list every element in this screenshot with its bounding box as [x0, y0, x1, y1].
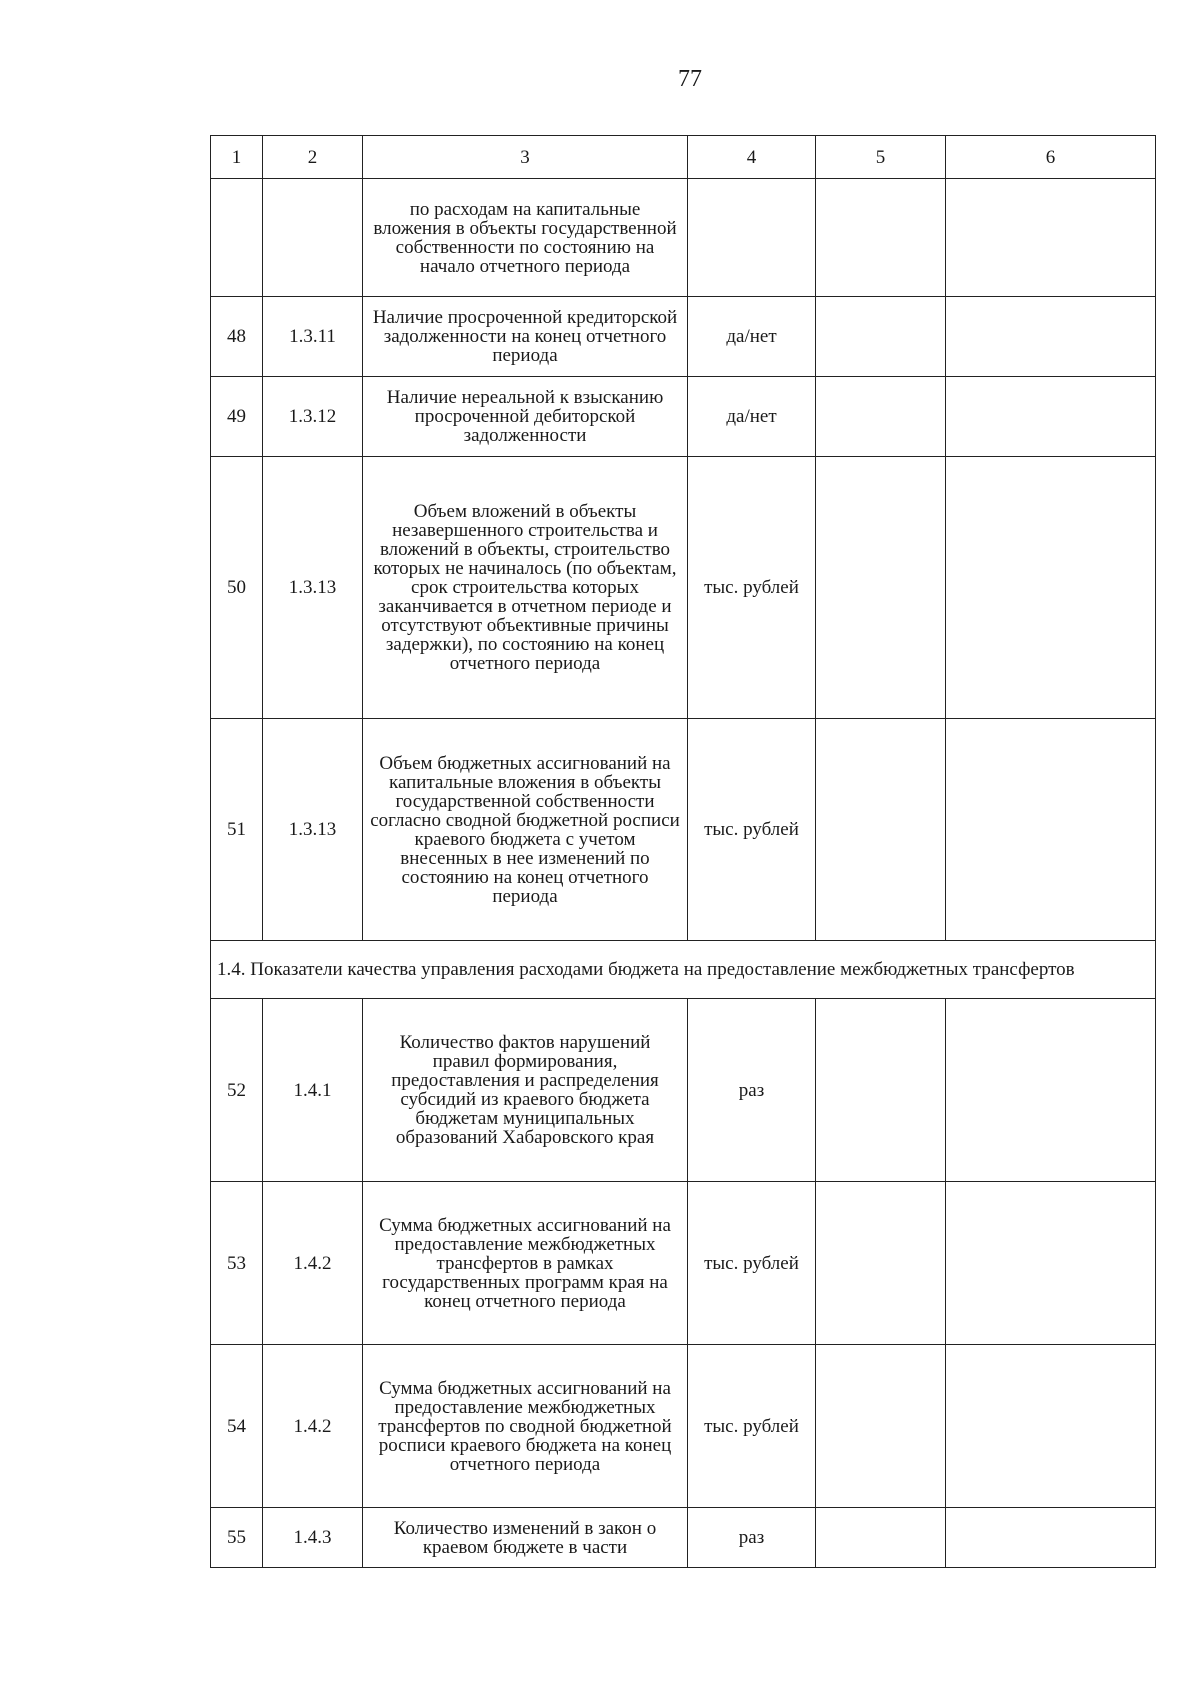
row-value-5	[816, 297, 946, 377]
row-unit: тыс. рублей	[688, 1345, 816, 1508]
row-description: Сумма бюджетных ассигнований на предоставление межбюджетных трансфертов по сводной бюджетной росписи краевого бюджета на конец отчетного периода	[363, 1345, 688, 1508]
page-number: 77	[678, 66, 702, 92]
column-header: 3	[363, 136, 688, 179]
row-code: 1.4.2	[263, 1345, 363, 1508]
column-header: 6	[946, 136, 1156, 179]
row-value-5	[816, 179, 946, 297]
row-number: 52	[211, 999, 263, 1182]
row-description: Наличие нереальной к взысканию просроченной дебиторской задолженности	[363, 377, 688, 457]
row-number	[211, 179, 263, 297]
row-value-6	[946, 999, 1156, 1182]
row-description: по расходам на капитальные вложения в объекты государственной собственности по состоянию на начало отчетного периода	[363, 179, 688, 297]
row-value-5	[816, 457, 946, 719]
row-code: 1.3.13	[263, 457, 363, 719]
column-header: 2	[263, 136, 363, 179]
row-value-6	[946, 1182, 1156, 1345]
row-number: 48	[211, 297, 263, 377]
row-unit: да/нет	[688, 297, 816, 377]
column-header: 4	[688, 136, 816, 179]
row-value-6	[946, 179, 1156, 297]
table-row	[211, 377, 1156, 457]
row-value-5	[816, 999, 946, 1182]
row-description: Сумма бюджетных ассигнований на предоставление межбюджетных трансфертов в рамках государственных программ края на конец отчетного периода	[363, 1182, 688, 1345]
row-number: 54	[211, 1345, 263, 1508]
row-unit: раз	[688, 1508, 816, 1568]
row-description: Количество изменений в закон о краевом бюджете в части	[363, 1508, 688, 1568]
row-value-6	[946, 1345, 1156, 1508]
row-value-5	[816, 719, 946, 941]
row-value-6	[946, 297, 1156, 377]
table-row	[211, 1182, 1156, 1345]
table-row	[211, 297, 1156, 377]
column-header: 5	[816, 136, 946, 179]
row-unit: да/нет	[688, 377, 816, 457]
row-unit	[688, 179, 816, 297]
row-value-6	[946, 719, 1156, 941]
table-row	[211, 719, 1156, 941]
row-code: 1.4.3	[263, 1508, 363, 1568]
row-number: 50	[211, 457, 263, 719]
row-value-6	[946, 457, 1156, 719]
row-code: 1.4.1	[263, 999, 363, 1182]
row-number: 55	[211, 1508, 263, 1568]
table-row	[211, 179, 1156, 297]
row-unit: раз	[688, 999, 816, 1182]
row-code	[263, 179, 363, 297]
row-value-5	[816, 1182, 946, 1345]
row-description: Наличие просроченной кредиторской задолженности на конец отчетного периода	[363, 297, 688, 377]
column-header: 1	[211, 136, 263, 179]
row-description: Объем бюджетных ассигнований на капитальные вложения в объекты государственной собственности согласно сводной бюджетной росписи краевого бюджета с учетом внесенных в нее изменений по состоянию на конец отчетного периода	[363, 719, 688, 941]
row-description: Количество фактов нарушений правил формирования, предоставления и распределения субсидий из краевого бюджета бюджетам муниципальных образований Хабаровского края	[363, 999, 688, 1182]
row-number: 49	[211, 377, 263, 457]
row-value-6	[946, 377, 1156, 457]
section-title: 1.4. Показатели качества управления расходами бюджета на предоставление межбюджетных трансфертов	[211, 941, 1156, 999]
row-description: Объем вложений в объекты незавершенного строительства и вложений в объекты, строительство которых не начиналось (по объектам, срок строительства которых заканчивается в отчетном периоде и отсутствуют объективные причины задержки), по состоянию на конец отчетного периода	[363, 457, 688, 719]
table-row	[211, 1345, 1156, 1508]
row-unit: тыс. рублей	[688, 1182, 816, 1345]
row-number: 53	[211, 1182, 263, 1345]
row-value-5	[816, 377, 946, 457]
section-row	[211, 941, 1156, 999]
row-unit: тыс. рублей	[688, 719, 816, 941]
row-unit: тыс. рублей	[688, 457, 816, 719]
table-row	[211, 1508, 1156, 1568]
row-value-5	[816, 1345, 946, 1508]
header-row	[211, 136, 1156, 179]
row-code: 1.3.12	[263, 377, 363, 457]
table-row	[211, 457, 1156, 719]
row-code: 1.4.2	[263, 1182, 363, 1345]
row-code: 1.3.11	[263, 297, 363, 377]
row-value-5	[816, 1508, 946, 1568]
indicators-table	[210, 135, 1156, 1568]
row-code: 1.3.13	[263, 719, 363, 941]
table-row	[211, 999, 1156, 1182]
row-number: 51	[211, 719, 263, 941]
row-value-6	[946, 1508, 1156, 1568]
